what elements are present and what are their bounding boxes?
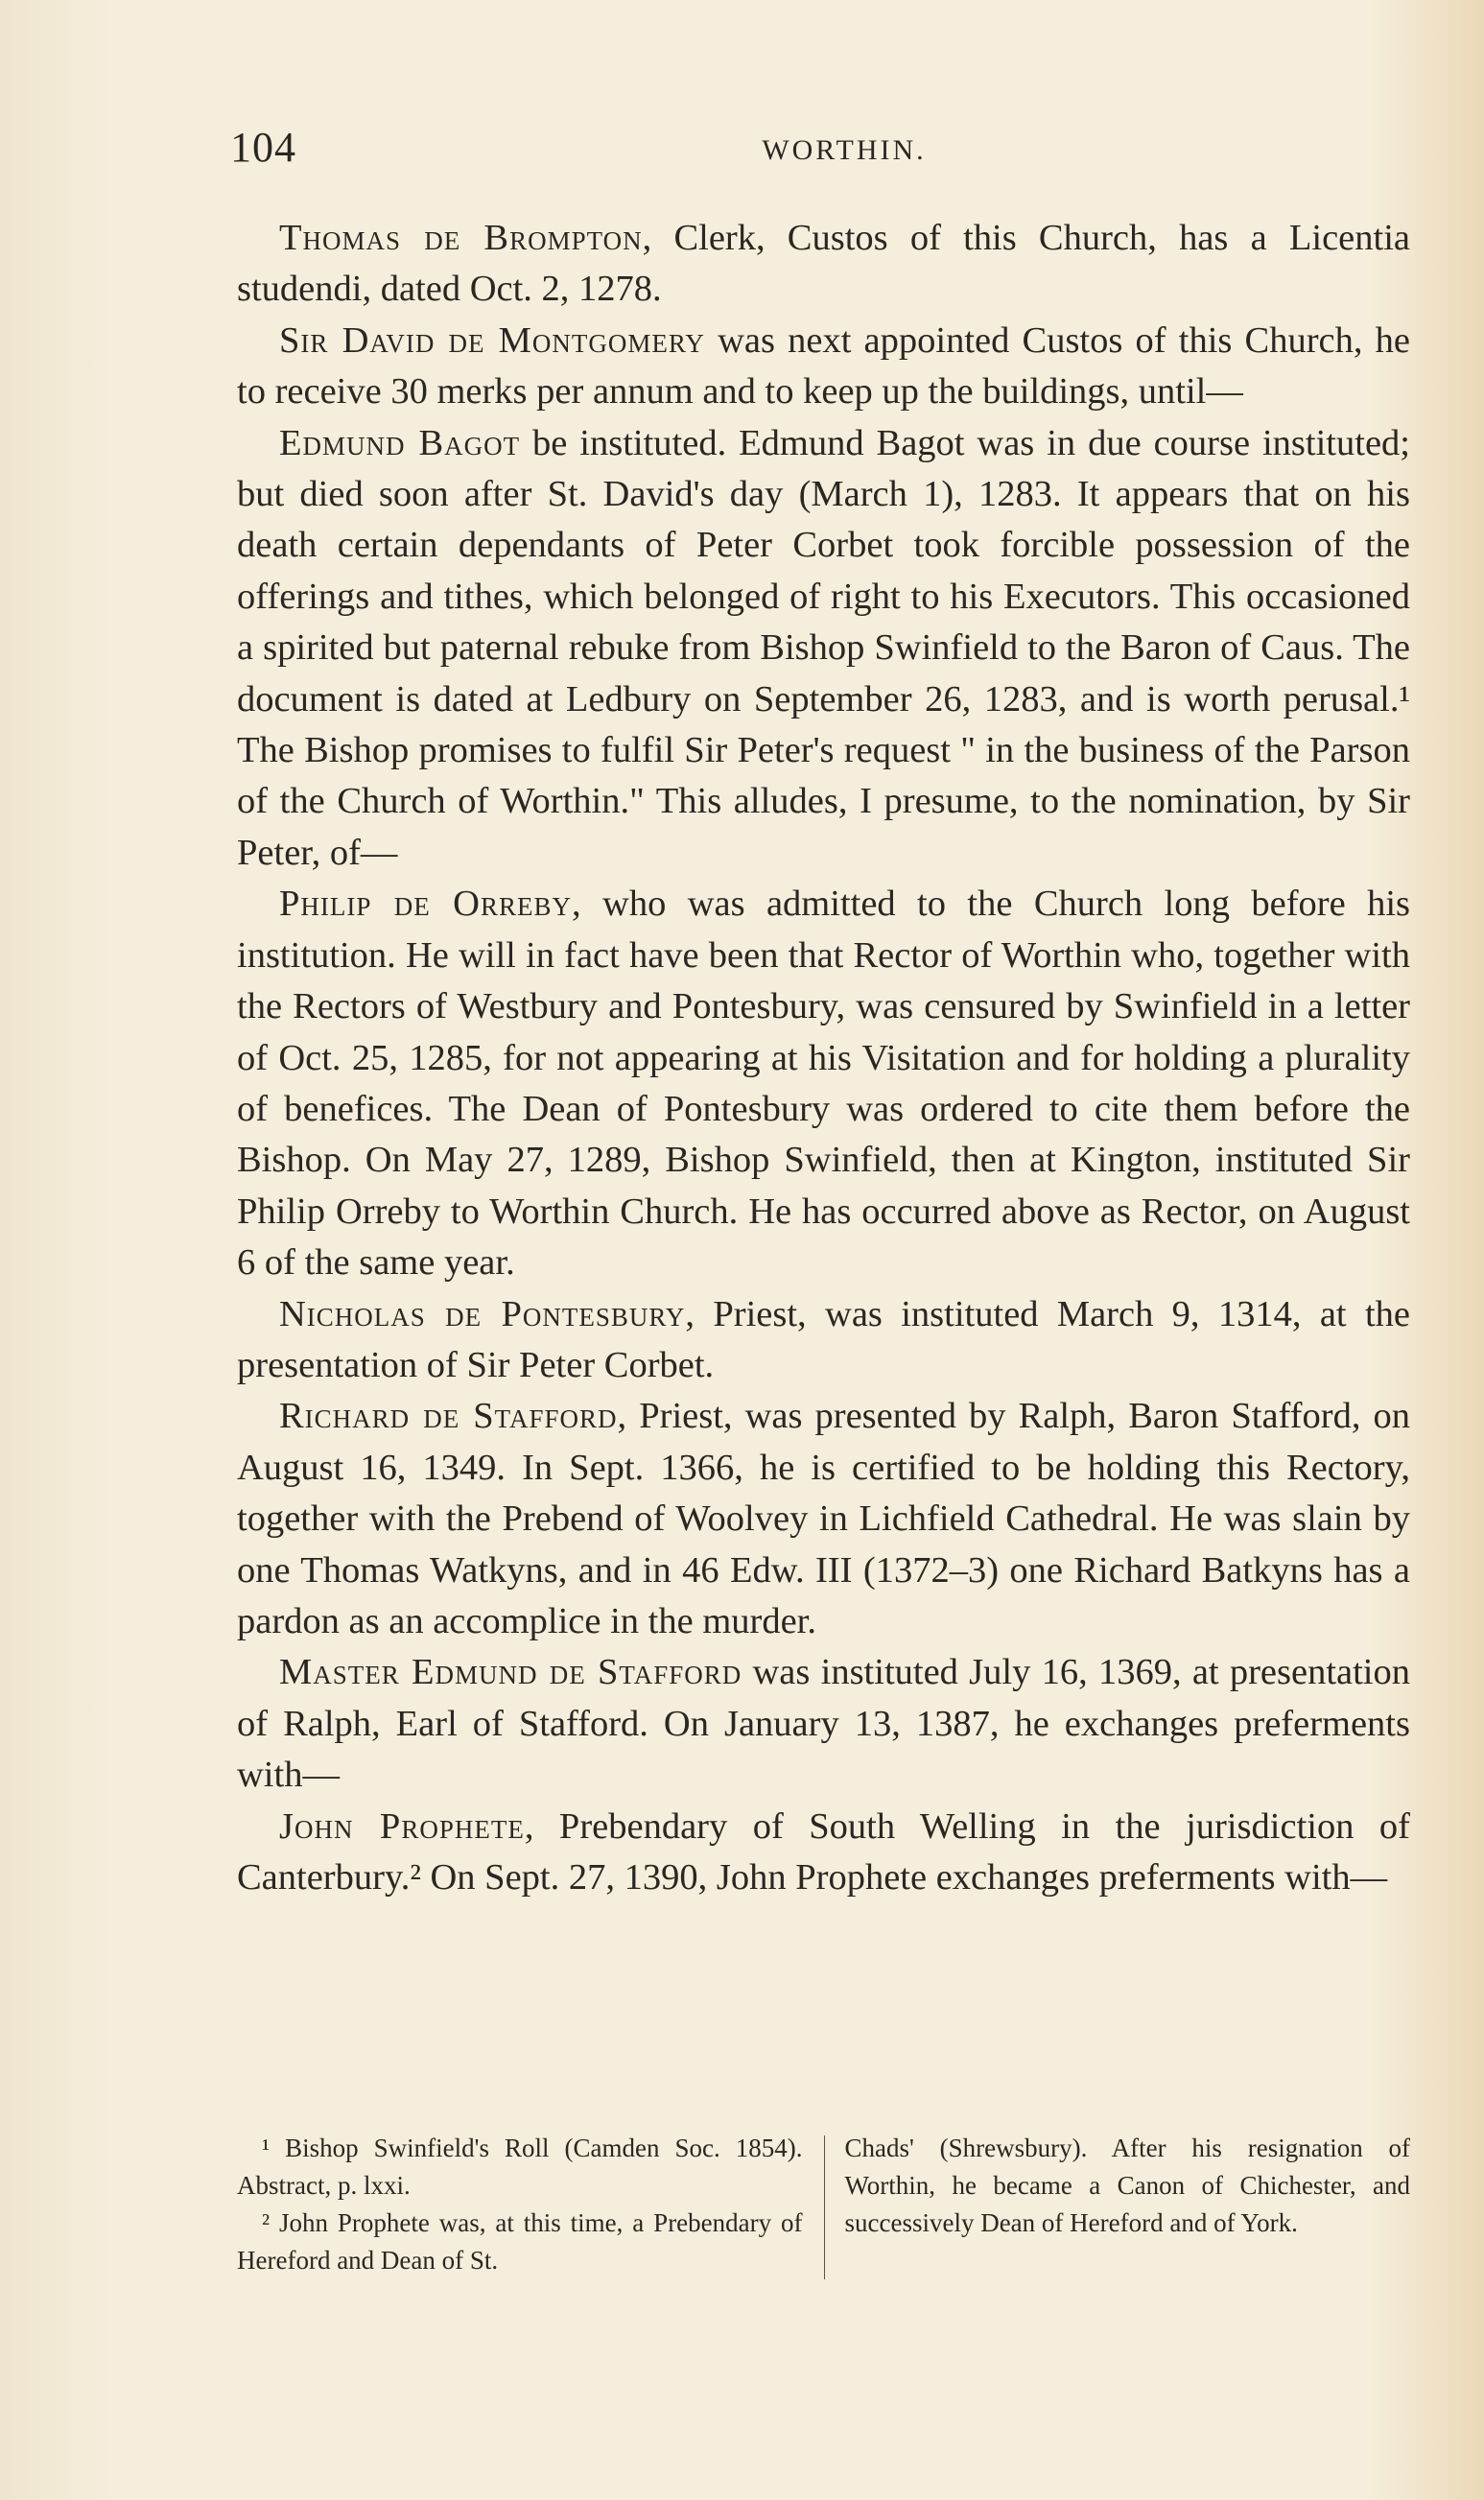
paragraph-text: was instituted July 16, 1369, at presentation of Ralph, Earl of Stafford. On January 13, 1387, he exchanges preferments with— [237, 1652, 1410, 1796]
paragraph [237, 418, 1410, 880]
paragraph-lead: Richard de Stafford [279, 1396, 618, 1437]
paragraph-lead: Master Edmund de Stafford [279, 1652, 742, 1693]
footnotes [237, 2130, 1410, 2279]
paragraph [237, 213, 1410, 316]
paragraph [237, 1802, 1410, 1904]
paragraph-lead: Thomas de Brompton [279, 218, 643, 258]
footnote: ¹ Bishop Swinfield's Roll (Camden Soc. 1854). Abstract, p. lxxi. [237, 2134, 803, 2200]
paragraph [237, 316, 1410, 418]
paragraph-text: , Clerk, Custos of this Church, has a Licentia studendi, dated Oct. 2, 1278. [237, 218, 1410, 310]
page-number: 104 [230, 124, 296, 171]
paragraph-text: , who was admitted to the Church long before his institution. He will in fact have been that Rector of Worthin who, together with the Rectors of Westbury and Pontesbury, was censured by Swinfield in a letter of Oct. 25, 1285, for not appearing at his Visitation and for holding a plurality of benefices. The Dean of Pontesbury was ordered to cite them before the Bishop. On May 27, 1289, Bishop Swinfield, then at Kington, instituted Sir Philip Orreby to Worthin Church. He has occurred above as Rector, on August 6 of the same year. [237, 884, 1411, 1284]
paragraph [237, 1289, 1410, 1392]
paragraph-text: , Prebendary of South Welling in the jurisdiction of Canterbury.² On Sept. 27, 1390, John Prophete exchanges preferments with— [237, 1805, 1410, 1898]
paragraph-lead: Sir David de Montgomery [279, 319, 705, 361]
paragraph-lead: John Prophete [279, 1805, 525, 1847]
paragraph [237, 1391, 1410, 1647]
running-head: WORTHIN. [762, 134, 927, 166]
paragraph-lead: Philip de Orreby [279, 884, 572, 925]
footnote: ² John Prophete was, at this time, a Prebendary of Hereford and Dean of St. [237, 2208, 803, 2275]
footnotes-left-column [237, 2130, 818, 2279]
footnotes-right-column [844, 2130, 1410, 2279]
paragraph-lead: Nicholas de Pontesbury [279, 1293, 686, 1334]
body-text [237, 213, 1410, 1903]
paragraph-text: , Priest, was instituted March 9, 1314, at the presentation of Sir Peter Corbet. [237, 1293, 1410, 1385]
page-header [230, 123, 1420, 180]
paragraph [237, 879, 1410, 1288]
column-divider [824, 2135, 826, 2279]
paragraph-text: be instituted. Edmund Bagot was in due course instituted; but died soon after St. David's day (March 1), 1283. It appears that on his death certain dependants of Peter Corbet took forcible possession of the offerings and tithes, which belonged of right to his Executors. This occasioned a spirited but paternal rebuke from Bishop Swinfield to the Baron of Caus. The document is dated at Ledbury on September 26, 1283, and is worth perusal.¹ The Bishop promises to fulfil Sir Peter's request " in the business of the Parson of the Church of Worthin." This alludes, I presume, to the nomination, by Sir Peter, of— [237, 422, 1410, 873]
paragraph-lead: Edmund Bagot [279, 422, 521, 463]
paragraph [237, 1647, 1410, 1801]
footnote-continued: Chads' (Shrewsbury). After his resignation of Worthin, he became a Canon of Chichester, and successively Dean of Hereford and of York. [844, 2134, 1410, 2237]
paragraph-text: was next appointed Custos of this Church, he to receive 30 merks per annum and to keep up the buildings, until— [237, 319, 1410, 413]
paragraph-text: , Priest, was presented by Ralph, Baron Stafford, on August 16, 1349. In Sept. 1366, he is certified to be holding this Rectory, together with the Prebend of Woolvey in Lichfield Cathedral. He was slain by one Thomas Watkyns, and in 46 Edw. III (1372–3) one Richard Batkyns has a pardon as an accomplice in the murder. [237, 1396, 1410, 1641]
